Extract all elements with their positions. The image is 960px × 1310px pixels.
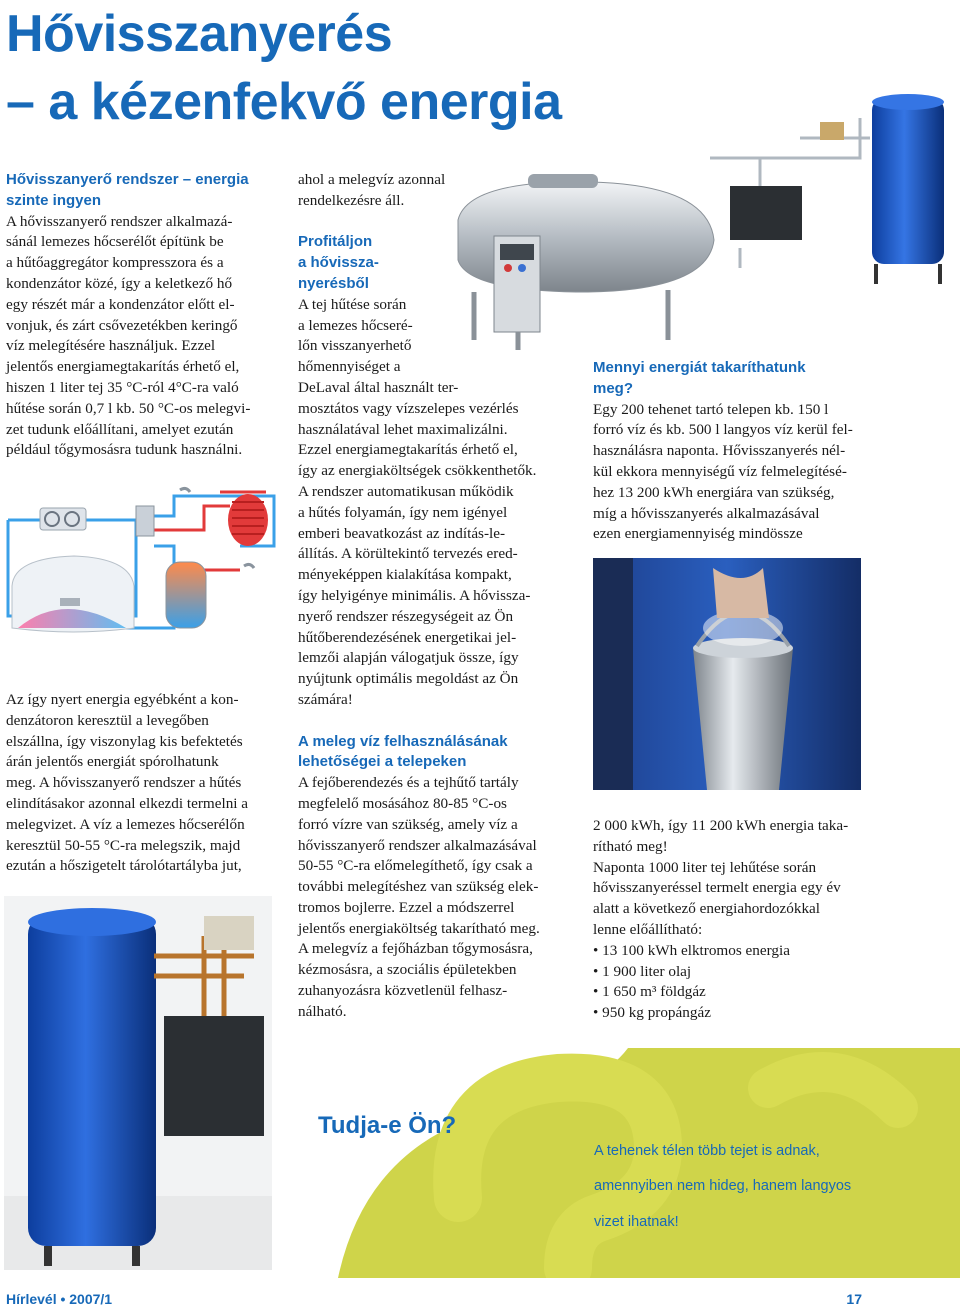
column-3-bottom [593, 816, 883, 1024]
energy-bullet-list [593, 941, 883, 1024]
steaming-bucket-photo [593, 558, 861, 790]
paragraph-intro [298, 170, 588, 212]
paragraph-4 [298, 773, 588, 1023]
intro-line: ahol a melegvíz azonnal [298, 171, 446, 188]
bullet-item: • 1 650 m³ földgáz [593, 982, 883, 1003]
bullet-item: • 950 kg propángáz [593, 1003, 883, 1024]
para6-line: lenne előállítható: [593, 920, 703, 938]
para3-line: így helyigénye minimális. A hővissza- [298, 586, 531, 604]
para1-line: vonjuk, és zárt csővezetékben keringő [6, 316, 238, 334]
tudjatext-line: vizet ihatnak! [594, 1213, 679, 1230]
para2-line: Az így nyert energia egyébként a kon- [6, 691, 239, 708]
boiler-photo [4, 896, 272, 1270]
para4-line: A melegvíz a fejőházban tőgymosásra, [298, 940, 533, 958]
para3-line: A tej hűtése során [298, 295, 407, 313]
para2-line: elszállna, így viszonylag kis befektetés [6, 732, 243, 750]
para3-line: lemzői alapján válogatjuk össze, így [298, 649, 519, 667]
column-3-top [593, 358, 883, 545]
para6-line: Naponta 1000 liter tej lehűtése során [593, 858, 817, 876]
bullet-item: • 13 100 kWh elktromos energia [593, 941, 883, 962]
heading-hot-water-uses [298, 732, 588, 774]
h3-line: A meleg víz felhasználásának [298, 732, 508, 750]
para5-line: míg a hővisszanyerés alkalmazásával [593, 504, 820, 522]
para2-line: melegvizet. A víz a lemezes hőcserélőn [6, 815, 245, 833]
para6-line: rítható meg! [593, 837, 668, 855]
para1-line: a hűtőaggregátor kompresszora és a [6, 254, 224, 272]
paragraph-5 [593, 400, 883, 546]
para4-line: nálható. [298, 1002, 347, 1020]
para4-line: forró vízre van szükség, amely víz a [298, 815, 518, 833]
para3-line: Ezzel energiamegtakarítás érhető el, [298, 441, 518, 459]
para5-line: ezen energiamennyiség mindössze [593, 525, 803, 543]
h2-line: Profitáljon [298, 233, 373, 251]
h4-line: Mennyi energiát takaríthatunk [593, 359, 806, 376]
para1-line: sánál lemezes hőcserélőt építünk be [6, 233, 224, 251]
para3-line: nyerő rendszer részegységeit az Ön [298, 607, 514, 625]
heading-1-line-1: Hővisszanyerő rendszer – energia [6, 171, 249, 188]
did-you-know-title: Tudja-e Ön? [318, 1112, 457, 1139]
heading-1-line-2: szinte ingyen [6, 191, 102, 209]
para2-line: denzátoron keresztül a levegőben [6, 711, 209, 729]
title-line-1: Hővisszanyerés [6, 5, 393, 63]
page-number: 17 [846, 1291, 862, 1307]
para2-line: meg. A hővisszanyerő rendszer a hűtés [6, 774, 242, 792]
title-line-2: – a kézenfekvő energia [6, 73, 562, 131]
para3-line: nyújtunk optimális megoldást az Ön [298, 670, 519, 688]
para1-line: egy részét már a kondenzátor előtt el- [6, 295, 235, 313]
para1-line: jelentős energiamegtakarítás érhető el, [6, 358, 240, 376]
para4-line: A fejőberendezés és a tejhűtő tartály [298, 774, 519, 792]
column-2 [298, 170, 588, 1023]
column-1-top [6, 170, 286, 461]
tudjatext-line: amennyiben nem hideg, hanem langyos [594, 1178, 852, 1194]
para1-line: kondenzátor közé, így a keletkező hő [6, 274, 233, 292]
compressor-boiler-photo [700, 78, 956, 288]
para3-line: lőn visszanyerhető [298, 337, 412, 355]
column-1-bottom [6, 690, 286, 877]
para5-line: használásra naponta. Hővisszanyerés nél- [593, 442, 846, 460]
paragraph-3 [298, 295, 588, 711]
bullet-item: • 1 900 liter olaj [593, 962, 883, 983]
para1-line: hiszen 1 liter tej 35 °C-ról 4°C-ra való [6, 378, 239, 396]
paragraph-1 [6, 212, 286, 462]
para5-line: kül ekkora mennyiségű víz felmelegítésé- [593, 462, 847, 480]
para2-line: árán jelentős energiát spórolhatunk [6, 753, 219, 771]
para1-line: zet tudunk előállítani, amelyet ezután [6, 420, 234, 438]
para3-line: a hűtés folyamán, így nem igényel [298, 503, 508, 521]
para2-line: elindításakor azonnal elkezdi termelni a [6, 794, 249, 812]
para1-line: hűtése során 0,7 l kb. 50 °C-os melegvi- [6, 399, 251, 417]
para6-line: hővisszanyeréssel termelt energia egy év [593, 879, 841, 897]
para4-line: zuhanyozásra közvetlenül felhasz- [298, 982, 508, 1000]
para3-line: számára! [298, 690, 353, 708]
para3-line: ményeképpen kialakítása kompakt, [298, 566, 512, 584]
para6-line: 2 000 kWh, így 11 200 kWh energia taka- [593, 817, 849, 834]
para5-line: Egy 200 tehenet tartó telepen kb. 150 l [593, 400, 829, 418]
heading-energy-savings [593, 358, 883, 400]
para3-line: így az energiaköltségek csökkenthetők. [298, 462, 537, 480]
para4-line: hővisszanyerő rendszer alkalmazásával [298, 836, 537, 854]
para4-line: jelentős energiaköltség takarítható meg. [298, 919, 540, 937]
paragraph-6 [593, 816, 883, 941]
tudjatext-line: A tehenek télen több tejet is adnak, [594, 1142, 820, 1159]
para3-line: mosztátos vagy vízszelepes vezérlés [298, 399, 519, 417]
para3-line: DeLaval által használt ter- [298, 378, 459, 396]
para3-line: használatával lehet maximalizálni. [298, 420, 508, 438]
para4-line: további melegítéshez van szükség elek- [298, 878, 539, 896]
para1-line: A hővisszanyerő rendszer alkalmazá- [6, 212, 233, 230]
para5-line: forró víz és kb. 500 l langyos víz kerül fel- [593, 421, 853, 439]
h2-line: nyerésből [298, 274, 369, 292]
para3-line: hűtőberendezésének energetikai jel- [298, 628, 517, 646]
heat-recovery-diagram [4, 486, 284, 654]
h4-line: meg? [593, 379, 634, 397]
did-you-know-text [594, 1126, 874, 1247]
page-title [6, 0, 562, 136]
para3-line: A rendszer automatikusan működik [298, 482, 514, 500]
h3-line: lehetőségei a telepeken [298, 753, 467, 771]
para6-line: alatt a következő energiahordozókkal [593, 900, 821, 918]
para1-line: víz melegítésére használjuk. Ezzel [6, 337, 216, 355]
h2-line: a hővissza- [298, 254, 379, 272]
intro-line: rendelkezésre áll. [298, 191, 405, 209]
para3-line: hőmennyiséget a [298, 358, 401, 376]
para4-line: kézmosásra, a szociális épületekben [298, 961, 517, 979]
para3-line: állítás. A körültekintő tervezés ered- [298, 545, 518, 563]
para5-line: hez 13 200 kWh energiára van szükség, [593, 483, 835, 501]
heading-profit [298, 232, 588, 294]
para1-line: például tőgymosásra tudunk használni. [6, 441, 243, 459]
para4-line: 50-55 °C-ra előmelegíthető, így csak a [298, 857, 533, 875]
para2-line: ezután a hőszigetelt tárolótartályba jut, [6, 857, 242, 875]
para3-line: emberi beavatkozást az indítás-le- [298, 524, 506, 542]
para3-line: a lemezes hőcseré- [298, 316, 413, 334]
paragraph-2 [6, 690, 286, 877]
para2-line: keresztül 50-55 °C-ra melegszik, majd [6, 836, 241, 854]
footer-issue: Hírlevél • 2007/1 [6, 1291, 113, 1307]
para4-line: tromos bojlerre. Ezzel a módszerrel [298, 898, 515, 916]
para4-line: megfelelő mosásához 80-85 °C-os [298, 794, 507, 812]
